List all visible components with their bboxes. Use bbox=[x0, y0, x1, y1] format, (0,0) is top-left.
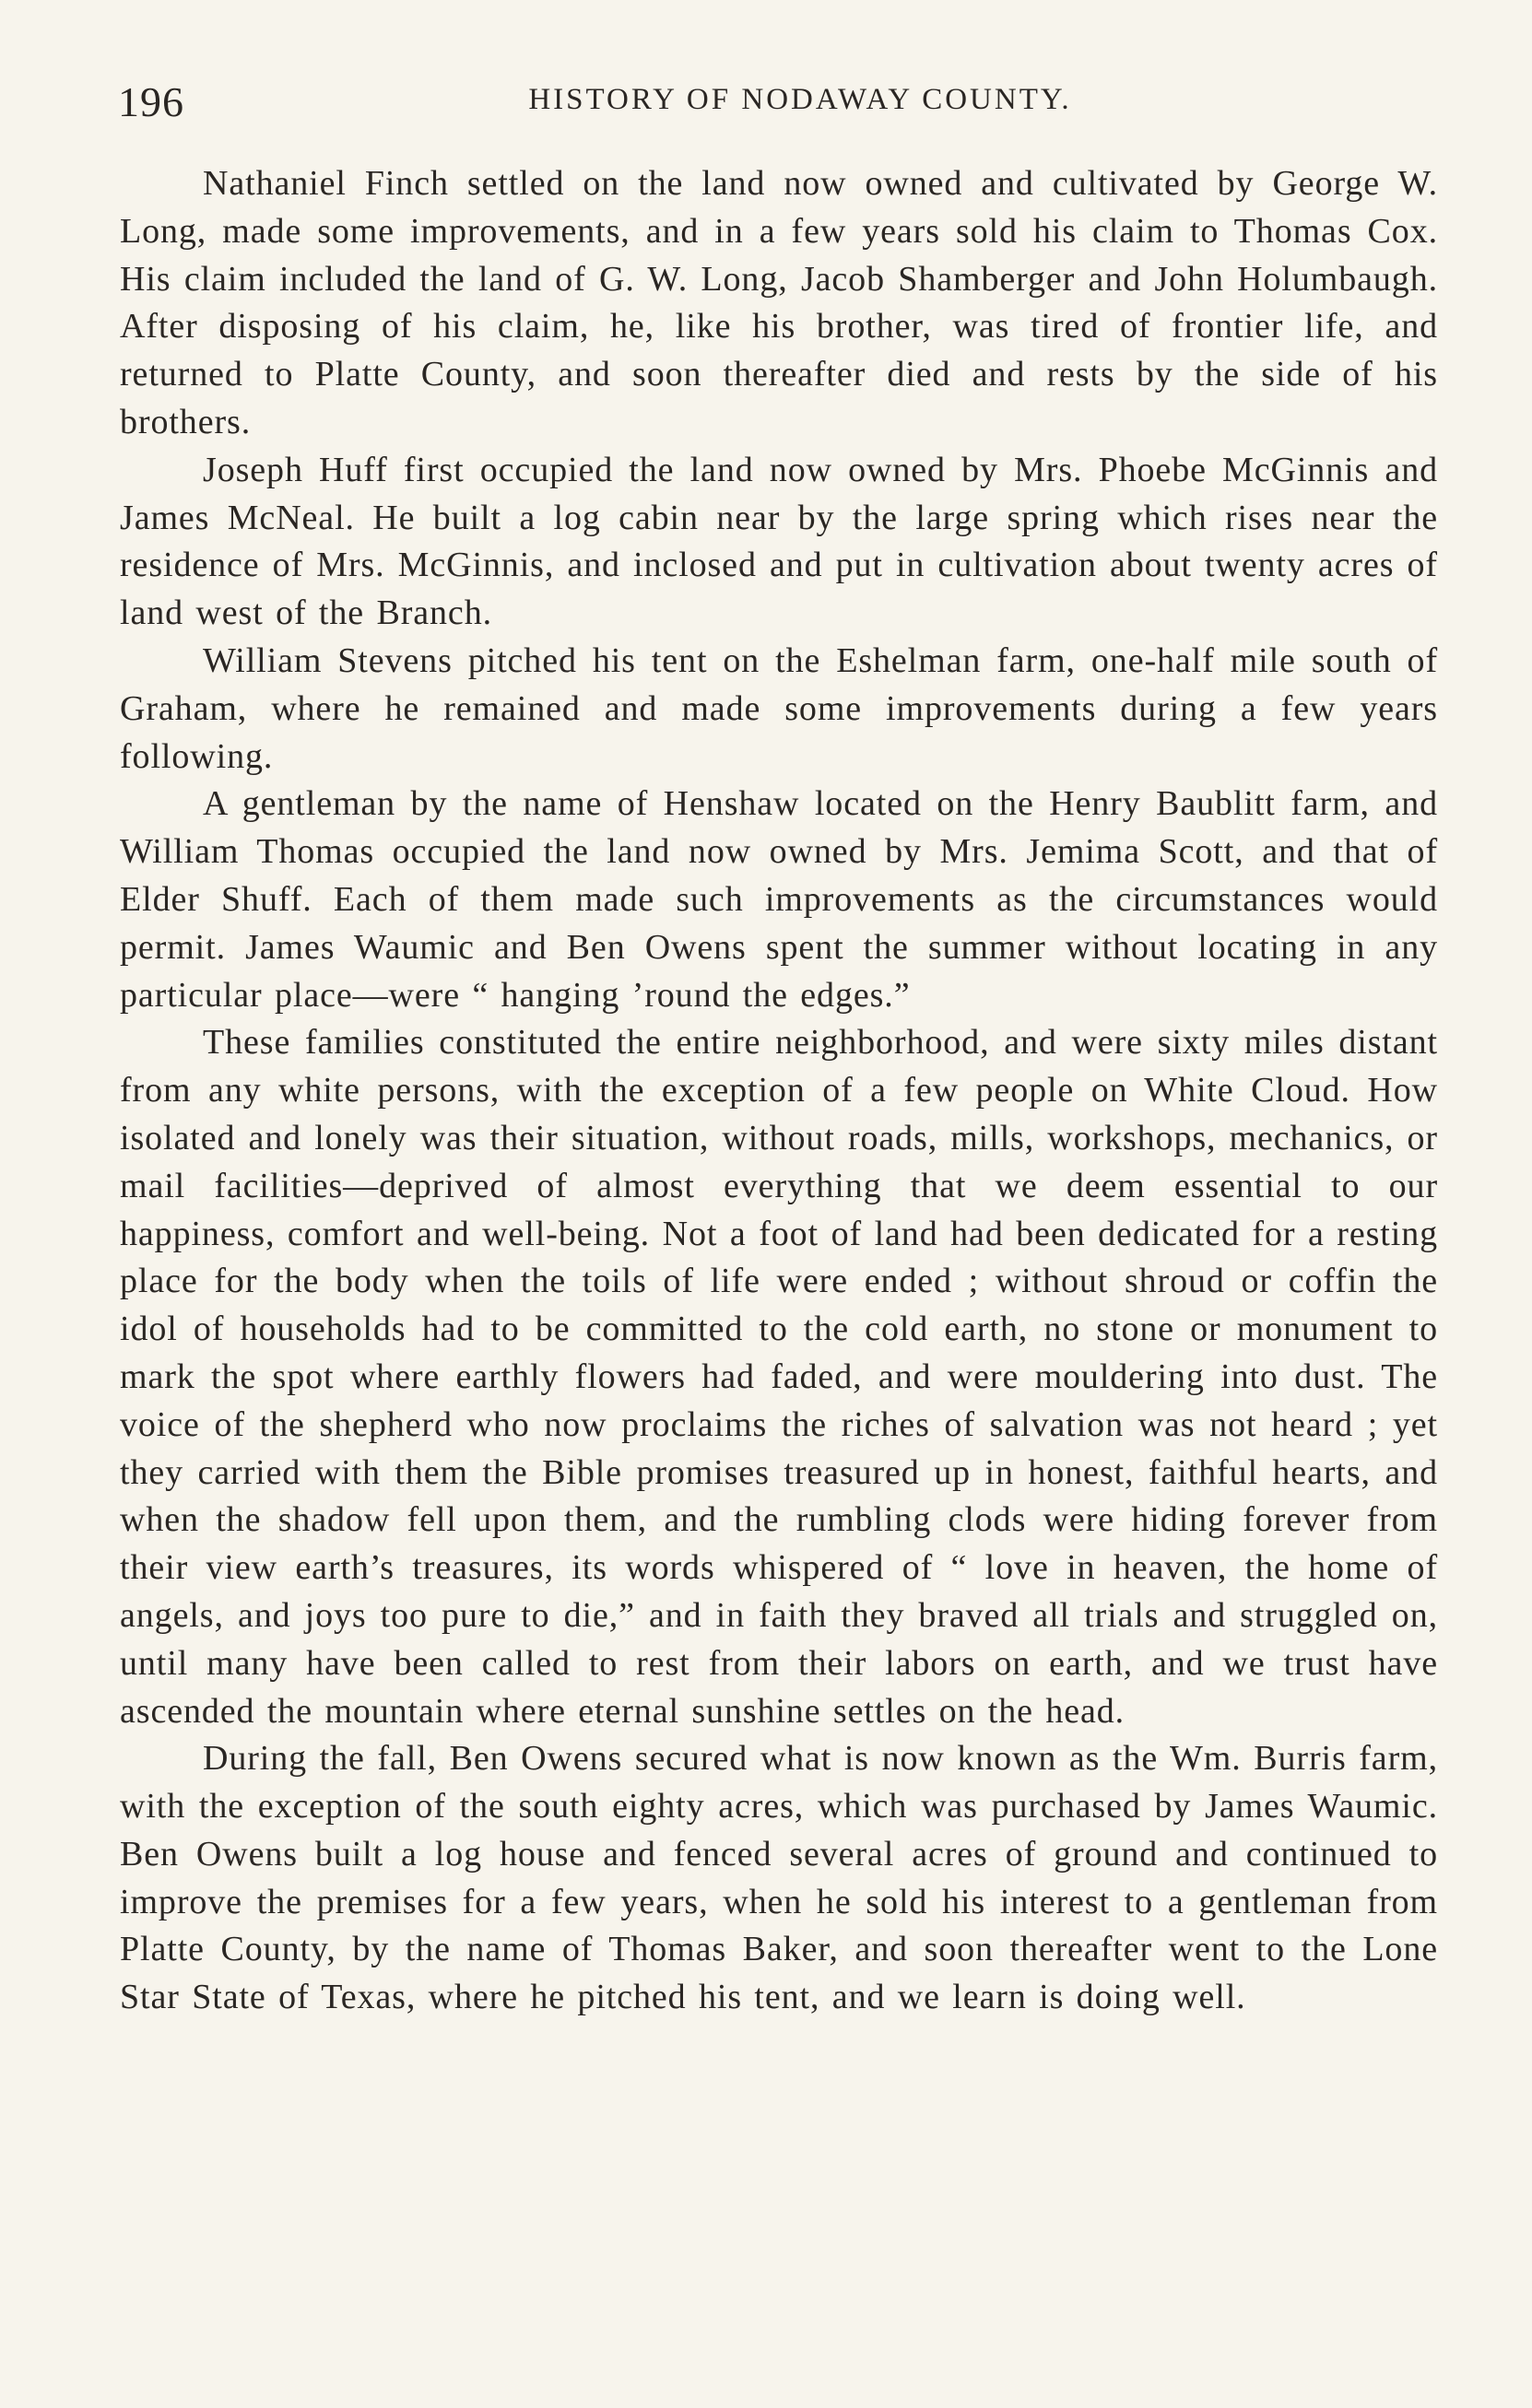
running-head bbox=[118, 77, 1445, 133]
paragraph-huff: Joseph Huff first occupied the land now owned by Mrs. Phoebe McGinnis and James McNeal. He built a log cabin near by the large spring which rises near the residence of Mrs. McGinnis, and inclosed and put in cultivation about twenty acres of land west of the Branch. bbox=[120, 450, 1438, 633]
paragraph-finch: Nathaniel Finch settled on the land now owned and cultivated by George W. Long, made some improvements, and in a few years sold his claim to Thomas Cox. His claim included the land of G. W. Long, Jacob Shamberger and John Holumbaugh. After disposing of his claim, he, like his brother, was tired of frontier life, and returned to Platte County, and soon thereafter died and rests by the side of his brothers. bbox=[120, 164, 1438, 441]
page-number: 196 bbox=[118, 78, 184, 125]
running-title: HISTORY OF NODAWAY COUNTY. bbox=[528, 83, 1072, 116]
paragraph-henshaw: A gentleman by the name of Henshaw located on the Henry Baublitt farm, and William Thomas occupied the land now owned by Mrs. Jemima Scott, and that of Elder Shuff. Each of them made such improvements as the circumstances would permit. James Waumic and Ben Owens spent the summer without locating in any particular place—were “ hanging ’round the edges.” bbox=[120, 784, 1438, 1015]
body-text bbox=[120, 160, 1438, 2022]
paragraph-stevens: William Stevens pitched his tent on the Eshelman farm, one-half mile south of Graham, where he remained and made some improvements during a few years following. bbox=[120, 640, 1438, 776]
paragraph-families: These families constituted the entire neighborhood, and were sixty miles distant from any white persons, with the exception of a few people on White Cloud. How isolated and lonely was their situation, without roads, mills, workshops, mechanics, or mail facilities—deprived of almost everything that we deem essential to our happiness, comfort and well-being. Not a foot of land had been dedicated for a resting place for the body when the toils of life were ended ; without shroud or coffin the idol of households had to be committed to the cold earth, no stone or monument to mark the spot where earthly flowers had faded, and were mouldering into dust. The voice of the shepherd who now proclaims the riches of salvation was not heard ; yet they carried with them the Bible promises treasured up in honest, faithful hearts, and when the shadow fell upon them, and the rumbling clods were hiding forever from their view earth’s treasures, its words whispered of “ love in heaven, the home of angels, and joys too pure to die,” and in faith they braved all trials and struggled on, until many have been called to rest from their labors on earth, and we trust have ascended the mountain where eternal sunshine settles on the head. bbox=[120, 1023, 1438, 1731]
paragraph-owens: During the fall, Ben Owens secured what is now known as the Wm. Burris farm, with the exception of the south eighty acres, which was purchased by James Waumic. Ben Owens built a log house and fenced several acres of ground and continued to improve the premises for a few years, when he sold his interest to a gentleman from Platte County, by the name of Thomas Baker, and soon thereafter went to the Lone Star State of Texas, where he pitched his tent, and we learn is doing well. bbox=[120, 1739, 1438, 2017]
